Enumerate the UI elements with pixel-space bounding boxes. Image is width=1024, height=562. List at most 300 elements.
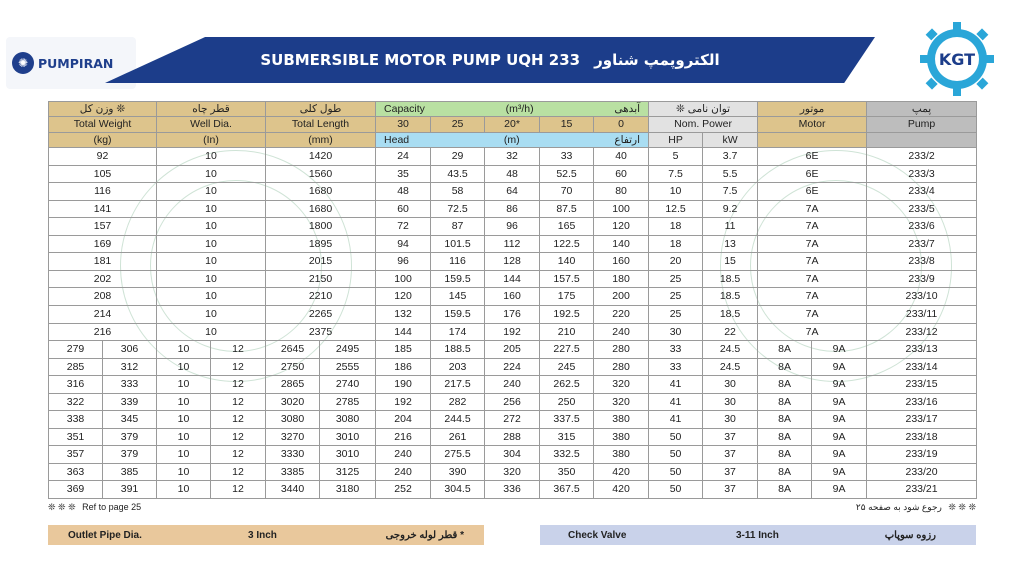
head-cell: 144 [376,323,431,341]
header-pump-en: Pump [867,117,977,132]
table-row [49,200,977,218]
head-cell: 380 [594,446,649,464]
pump-cell: 233/20 [867,463,977,481]
pump-cell: 233/11 [867,306,977,324]
header-length-fa: طول کلی [266,102,376,117]
head-cell: 48 [376,183,431,201]
kw-cell: 30 [703,376,758,394]
well-dia-cell: 10 [157,376,211,394]
length-cell: 2015 [266,253,376,271]
motor-cell: 8A [758,446,812,464]
head-cell: 245 [540,358,594,376]
head-cell: 350 [540,463,594,481]
head-cell: 180 [594,270,649,288]
well-dia-cell: 12 [211,481,266,499]
head-cell: 60 [376,200,431,218]
head-cell: 244.5 [431,411,485,429]
kgt-logo-icon [916,20,998,98]
page-title-fa: الکتروپمپ شناور [594,51,720,69]
head-cell: 332.5 [540,446,594,464]
hp-cell: 20 [649,253,703,271]
table-row [49,463,977,481]
head-cell: 224 [485,358,540,376]
motor-cell: 9A [812,376,867,394]
pump-cell: 233/7 [867,235,977,253]
hp-cell: 41 [649,393,703,411]
head-cell: 120 [594,218,649,236]
well-dia-cell: 10 [157,253,266,271]
weight-cell: 391 [103,481,157,499]
weight-cell: 345 [103,411,157,429]
well-dia-cell: 10 [157,323,266,341]
kw-cell: 37 [703,446,758,464]
header-well-unit: (In) [157,132,266,147]
head-cell: 367.5 [540,481,594,499]
length-cell: 2555 [320,358,376,376]
hp-cell: 41 [649,376,703,394]
head-cell: 86 [485,200,540,218]
kw-cell: 37 [703,481,758,499]
weight-cell: 105 [49,165,157,183]
pump-cell: 233/3 [867,165,977,183]
head-cell: 128 [485,253,540,271]
motor-cell: 9A [812,463,867,481]
head-cell: 320 [594,393,649,411]
length-cell: 3385 [266,463,320,481]
head-cell: 304.5 [431,481,485,499]
hp-cell: 41 [649,411,703,429]
length-cell: 3125 [320,463,376,481]
kw-cell: 18.5 [703,306,758,324]
footnote-marks-left: ❊ ❊ ❊ [48,502,76,512]
well-dia-cell: 10 [157,358,211,376]
header-motor-en: Motor [758,117,867,132]
table-row [49,165,977,183]
kgt-logo-text: KGT [938,50,976,69]
pump-spec-table [48,101,977,499]
length-cell: 2375 [266,323,376,341]
head-cell: 336 [485,481,540,499]
head-cell: 96 [376,253,431,271]
weight-cell: 385 [103,463,157,481]
length-cell: 2865 [266,376,320,394]
brand-name: PUMPIRAN [38,55,114,71]
head-cell: 60 [594,165,649,183]
table-row [49,411,977,429]
head-cell: 315 [540,428,594,446]
head-cell: 116 [431,253,485,271]
head-cell: 159.5 [431,270,485,288]
head-cell: 280 [594,358,649,376]
motor-cell: 9A [812,411,867,429]
head-cell: 240 [376,446,431,464]
length-cell: 2645 [266,341,320,359]
outlet-value: 3 Inch [248,529,277,541]
length-cell: 2785 [320,393,376,411]
head-cell: 320 [594,376,649,394]
motor-cell: 8A [758,393,812,411]
well-dia-cell: 10 [157,200,266,218]
flow-0: 0 [594,117,649,132]
kw-cell: 3.7 [703,148,758,166]
pump-icon: ✺ [12,52,34,74]
head-cell: 380 [594,411,649,429]
head-cell: 240 [376,463,431,481]
length-cell: 2495 [320,341,376,359]
hp-cell: 50 [649,446,703,464]
weight-cell: 379 [103,428,157,446]
well-dia-cell: 10 [157,393,211,411]
pump-cell: 233/12 [867,323,977,341]
head-label-fa: ارتفاع [614,133,641,146]
head-cell: 190 [376,376,431,394]
weight-cell: 351 [49,428,103,446]
head-cell: 204 [376,411,431,429]
weight-cell: 116 [49,183,157,201]
head-cell: 282 [431,393,485,411]
length-cell: 2210 [266,288,376,306]
head-cell: 52.5 [540,165,594,183]
hp-cell: 7.5 [649,165,703,183]
header-length-en: Total Length [266,117,376,132]
kw-cell: 30 [703,411,758,429]
motor-cell: 8A [758,463,812,481]
head-cell: 176 [485,306,540,324]
table-row [49,235,977,253]
head-cell: 165 [540,218,594,236]
table-row [49,446,977,464]
length-cell: 2150 [266,270,376,288]
head-cell: 43.5 [431,165,485,183]
length-cell: 3080 [266,411,320,429]
weight-cell: 285 [49,358,103,376]
head-cell: 24 [376,148,431,166]
head-cell: 304 [485,446,540,464]
head-cell: 160 [594,253,649,271]
flow-30: 30 [376,117,431,132]
table-row [49,323,977,341]
hp-cell: 12.5 [649,200,703,218]
motor-cell: 9A [812,341,867,359]
hp-cell: 25 [649,270,703,288]
motor-cell: 8A [758,358,812,376]
table-row [49,218,977,236]
footnote-marks-right: ❊ ❊ ❊ [948,502,976,512]
kw-cell: 24.5 [703,341,758,359]
motor-cell: 7A [758,235,867,253]
well-dia-cell: 10 [157,165,266,183]
kw-cell: 7.5 [703,183,758,201]
head-cell: 280 [594,341,649,359]
pump-cell: 233/15 [867,376,977,394]
length-cell: 3010 [320,446,376,464]
length-cell: 1800 [266,218,376,236]
head-cell: 101.5 [431,235,485,253]
head-cell: 380 [594,428,649,446]
capacity-unit: (m³/h) [505,102,534,115]
hp-cell: 30 [649,323,703,341]
weight-cell: 208 [49,288,157,306]
header-power-en: Nom. Power [649,117,758,132]
weight-cell: 363 [49,463,103,481]
weight-cell: 379 [103,446,157,464]
weight-cell: 339 [103,393,157,411]
head-cell: 250 [540,393,594,411]
kw-cell: 24.5 [703,358,758,376]
motor-cell: 8A [758,411,812,429]
head-cell: 157.5 [540,270,594,288]
head-cell: 94 [376,235,431,253]
header-kw: kW [703,132,758,147]
length-cell: 2740 [320,376,376,394]
length-cell: 1680 [266,183,376,201]
weight-cell: 369 [49,481,103,499]
head-cell: 256 [485,393,540,411]
head-cell: 192 [376,393,431,411]
well-dia-cell: 10 [157,148,266,166]
head-cell: 72.5 [431,200,485,218]
footnote-left [48,502,141,513]
check-valve-label-fa: رزوه سوپاپ [884,529,936,541]
head-cell: 174 [431,323,485,341]
head-cell: 64 [485,183,540,201]
weight-cell: 141 [49,200,157,218]
head-cell: 33 [540,148,594,166]
pump-cell: 233/18 [867,428,977,446]
hp-cell: 25 [649,306,703,324]
head-cell: 320 [485,463,540,481]
head-cell: 100 [594,200,649,218]
well-dia-cell: 10 [157,341,211,359]
well-dia-cell: 12 [211,376,266,394]
pump-cell: 233/17 [867,411,977,429]
kw-cell: 5.5 [703,165,758,183]
pump-cell: 233/6 [867,218,977,236]
hp-cell: 33 [649,358,703,376]
kw-cell: 13 [703,235,758,253]
head-label: Head [384,133,410,146]
table-row [49,376,977,394]
motor-cell: 8A [758,341,812,359]
header-weight-fa: وزن کل ❊ [49,102,157,117]
weight-cell: 169 [49,235,157,253]
head-cell: 144 [485,270,540,288]
head-cell: 205 [485,341,540,359]
head-cell: 40 [594,148,649,166]
weight-cell: 214 [49,306,157,324]
well-dia-cell: 12 [211,463,266,481]
table-row [49,428,977,446]
pump-cell: 233/9 [867,270,977,288]
capacity-label-fa: آبدهی [614,102,641,115]
table-row [49,358,977,376]
head-cell: 262.5 [540,376,594,394]
check-valve-value: 3-11 Inch [736,529,779,541]
hp-cell: 50 [649,428,703,446]
table-row [49,253,977,271]
motor-cell: 7A [758,218,867,236]
head-cell: 420 [594,481,649,499]
head-cell: 252 [376,481,431,499]
hp-cell: 25 [649,288,703,306]
head-cell: 122.5 [540,235,594,253]
well-dia-cell: 10 [157,288,266,306]
table-row [49,306,977,324]
head-cell: 337.5 [540,411,594,429]
head-cell: 203 [431,358,485,376]
head-cell: 159.5 [431,306,485,324]
pump-cell: 233/8 [867,253,977,271]
weight-cell: 333 [103,376,157,394]
weight-cell: 357 [49,446,103,464]
hp-cell: 10 [649,183,703,201]
table-row [49,481,977,499]
head-cell: 192.5 [540,306,594,324]
weight-cell: 157 [49,218,157,236]
header-capacity [376,102,649,117]
hp-cell: 18 [649,218,703,236]
hp-cell: 50 [649,481,703,499]
length-cell: 3440 [266,481,320,499]
check-valve-label: Check Valve [568,529,627,541]
head-cell: 217.5 [431,376,485,394]
well-dia-cell: 10 [157,481,211,499]
hp-cell: 18 [649,235,703,253]
motor-cell: 6E [758,183,867,201]
motor-cell: 9A [812,428,867,446]
weight-cell: 312 [103,358,157,376]
head-cell: 216 [376,428,431,446]
head-cell: 175 [540,288,594,306]
motor-cell: 9A [812,358,867,376]
well-dia-cell: 12 [211,446,266,464]
header-motor-fa: موتور [758,102,867,117]
head-cell: 32 [485,148,540,166]
header-well-en: Well Dia. [157,117,266,132]
hp-cell: 33 [649,341,703,359]
head-cell: 160 [485,288,540,306]
motor-cell: 8A [758,428,812,446]
head-cell: 188.5 [431,341,485,359]
head-cell: 288 [485,428,540,446]
length-cell: 3330 [266,446,320,464]
head-cell: 390 [431,463,485,481]
table-row [49,183,977,201]
head-cell: 420 [594,463,649,481]
page-title-en: SUBMERSIBLE MOTOR PUMP UQH 233 [260,51,581,69]
header-length-unit: (mm) [266,132,376,147]
head-cell: 185 [376,341,431,359]
motor-cell: 7A [758,288,867,306]
kw-cell: 15 [703,253,758,271]
head-cell: 240 [485,376,540,394]
header-pump-blank [867,132,977,147]
motor-cell: 6E [758,148,867,166]
head-cell: 87 [431,218,485,236]
motor-cell: 7A [758,270,867,288]
length-cell: 1420 [266,148,376,166]
head-cell: 132 [376,306,431,324]
title-banner-text [105,37,875,83]
length-cell: 3080 [320,411,376,429]
head-cell: 80 [594,183,649,201]
header-head [376,132,649,147]
head-cell: 220 [594,306,649,324]
head-cell: 48 [485,165,540,183]
motor-cell: 6E [758,165,867,183]
weight-cell: 216 [49,323,157,341]
motor-cell: 7A [758,306,867,324]
weight-cell: 92 [49,148,157,166]
head-cell: 192 [485,323,540,341]
well-dia-cell: 12 [211,428,266,446]
well-dia-cell: 12 [211,411,266,429]
check-valve-bar [540,525,976,545]
hp-cell: 5 [649,148,703,166]
head-cell: 200 [594,288,649,306]
head-unit: (m) [503,133,520,146]
head-cell: 120 [376,288,431,306]
head-cell: 87.5 [540,200,594,218]
hp-cell: 50 [649,463,703,481]
header-motor-blank [758,132,867,147]
kw-cell: 30 [703,393,758,411]
header-well-fa: قطر چاه [157,102,266,117]
footnote-ref-en: Ref to page 25 [82,502,142,512]
outlet-label: Outlet Pipe Dia. [68,529,142,541]
head-cell: 275.5 [431,446,485,464]
weight-cell: 306 [103,341,157,359]
head-cell: 112 [485,235,540,253]
length-cell: 2750 [266,358,320,376]
motor-cell: 9A [812,393,867,411]
header-pump-fa: پمپ [867,102,977,117]
header-hp: HP [649,132,703,147]
weight-cell: 202 [49,270,157,288]
well-dia-cell: 10 [157,235,266,253]
head-cell: 72 [376,218,431,236]
length-cell: 2265 [266,306,376,324]
pump-cell: 233/2 [867,148,977,166]
weight-cell: 279 [49,341,103,359]
pump-cell: 233/10 [867,288,977,306]
kw-cell: 37 [703,428,758,446]
flow-20: 20* [485,117,540,132]
motor-cell: 9A [812,481,867,499]
kw-cell: 18.5 [703,288,758,306]
pump-cell: 233/5 [867,200,977,218]
pump-cell: 233/14 [867,358,977,376]
head-cell: 227.5 [540,341,594,359]
length-cell: 3180 [320,481,376,499]
table-row [49,341,977,359]
pump-cell: 233/13 [867,341,977,359]
table-row [49,270,977,288]
outlet-pipe-bar [48,525,484,545]
footnote-ref-fa: رجوع شود به صفحه ۲۵ [855,502,942,512]
footnote-right [856,502,976,513]
motor-cell: 7A [758,200,867,218]
well-dia-cell: 10 [157,446,211,464]
head-cell: 29 [431,148,485,166]
head-cell: 140 [540,253,594,271]
flow-15: 15 [540,117,594,132]
head-cell: 145 [431,288,485,306]
length-cell: 3270 [266,428,320,446]
pump-cell: 233/21 [867,481,977,499]
weight-cell: 316 [49,376,103,394]
well-dia-cell: 12 [211,393,266,411]
